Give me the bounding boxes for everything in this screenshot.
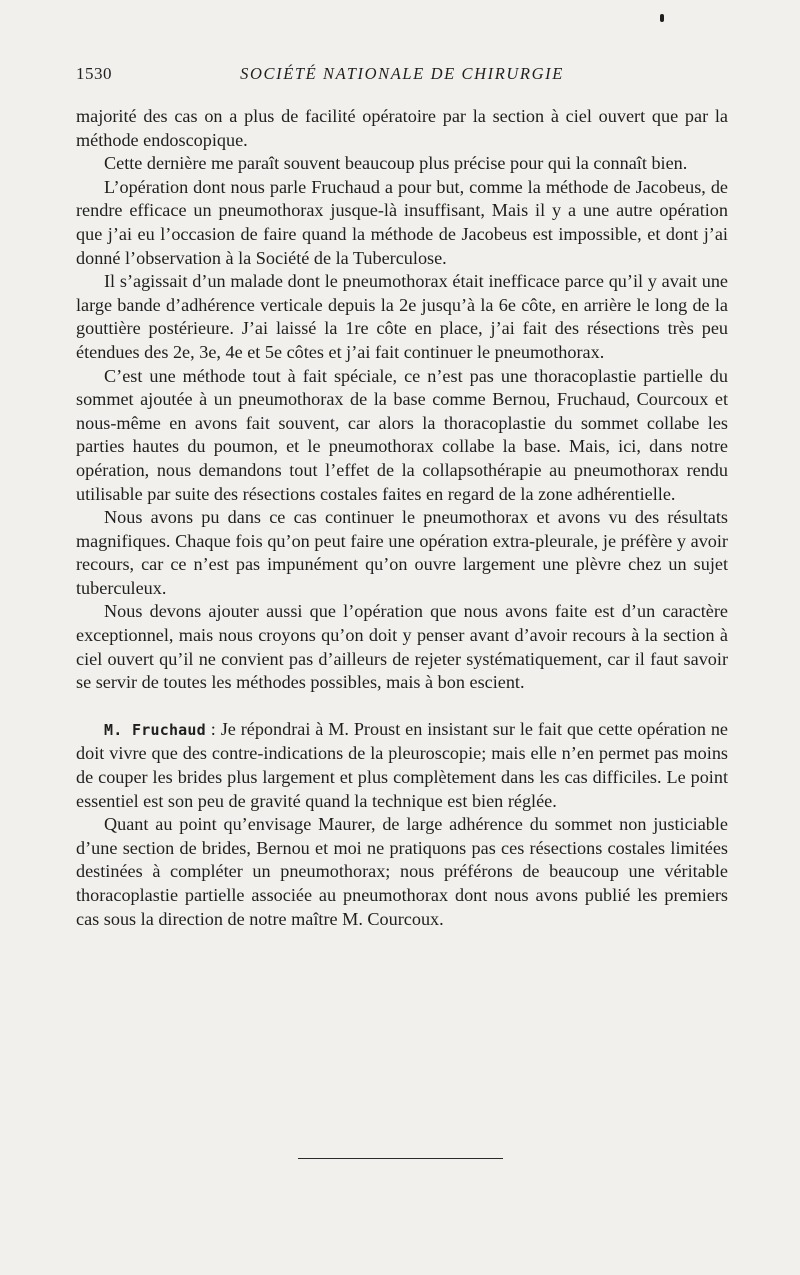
- paragraph: majorité des cas on a plus de facilité opératoire par la section à ciel ouvert que par la méthode endoscopique.: [76, 106, 728, 150]
- end-rule: [298, 1158, 503, 1159]
- reply-paragraph: [76, 718, 728, 813]
- speaker-separator: :: [205, 718, 221, 739]
- reply-text: Je répondrai à M. Proust en insistant sur le fait que cette opération ne doit vivre que des contre-indications de la pleuroscopie; mais elle n’en permet pas moins de couper les brides plus largement et plus complètement dans les cas difficiles. Le point essentiel est son peu de gravité quand la technique est bien réglée.: [76, 718, 728, 811]
- paragraph: Quant au point qu’envisage Maurer, de large adhérence du sommet non justiciable d’une section de brides, Bernou et moi ne pratiquons pas ces résections costales limitées destinées à compléter un pneumothorax; nous préférons de beaucoup une véritable thoracoplastie partielle associée au pneumothorax dont nous avons publié les premiers cas sous la direction de notre maître M. Courcoux.: [76, 814, 728, 929]
- paragraph: Nous devons ajouter aussi que l’opération que nous avons faite est d’un caractère exceptionnel, mais nous croyons qu’on doit y penser avant d’avoir recours à la section à ciel ouvert qu’il ne convient pas d’ailleurs de rejeter systématiquement, car il faut savoir se servir de toutes les méthodes possibles, mais à bon escient.: [76, 601, 728, 693]
- paragraph: C’est une méthode tout à fait spéciale, ce n’est pas une thoracoplastie partielle du sommet ajoutée à un pneumothorax de la base comme Bernou, Fruchaud, Courcoux et nous-même en avons fait souvent, car alors la thoracoplastie du sommet collabe les parties hautes du poumon, et le pneumothorax collabe la base. Mais, ici, dans notre opération, nous demandons tout l’effet de la collapsothérapie au pneumothorax rendu utilisable par suite des résections costales faites en regard de la zone adhérentielle.: [76, 365, 728, 504]
- paragraph: Cette dernière me paraît souvent beaucoup plus précise pour qui la connaît bien.: [104, 153, 688, 174]
- running-head: SOCIÉTÉ NATIONALE DE CHIRURGIE: [240, 64, 564, 83]
- paragraph: L’opération dont nous parle Fruchaud a pour but, comme la méthode de Jacobeus, de rendre efficace un pneumothorax jusque-là insuffisant, Mais il y a une autre opération que j’ai eu l’occasion de faire quand la méthode de Jacobeus est impossible, et dont j’ai donné l’observation à la Société de la Tuberculose.: [76, 176, 728, 268]
- paragraph: Il s’agissait d’un malade dont le pneumothorax était inefficace parce qu’il y avait une large bande d’adhérence verticale depuis la 2e jusqu’à la 6e côte, en arrière le long de la gouttière postérieure. J’ai laissé la 1re côte en place, j’ai fait des résections très peu étendues des 2e, 3e, 4e et 5e côtes et j’ai fait continuer le pneumothorax.: [76, 271, 728, 362]
- ink-speck: [660, 14, 664, 22]
- speaker-name: M. Fruchaud: [104, 720, 206, 739]
- paragraph: Nous avons pu dans ce cas continuer le pneumothorax et avons vu des résultats magnifiques. Chaque fois qu’on peut faire une opération extra-pleurale, je préfère y avoir recours, car ce n’est pas impunément qu’on ouvre largement une plèvre chez un sujet tuberculeux.: [76, 507, 728, 598]
- body-text: [76, 105, 728, 931]
- page-header: [76, 64, 728, 88]
- page-number: 1530: [76, 64, 112, 83]
